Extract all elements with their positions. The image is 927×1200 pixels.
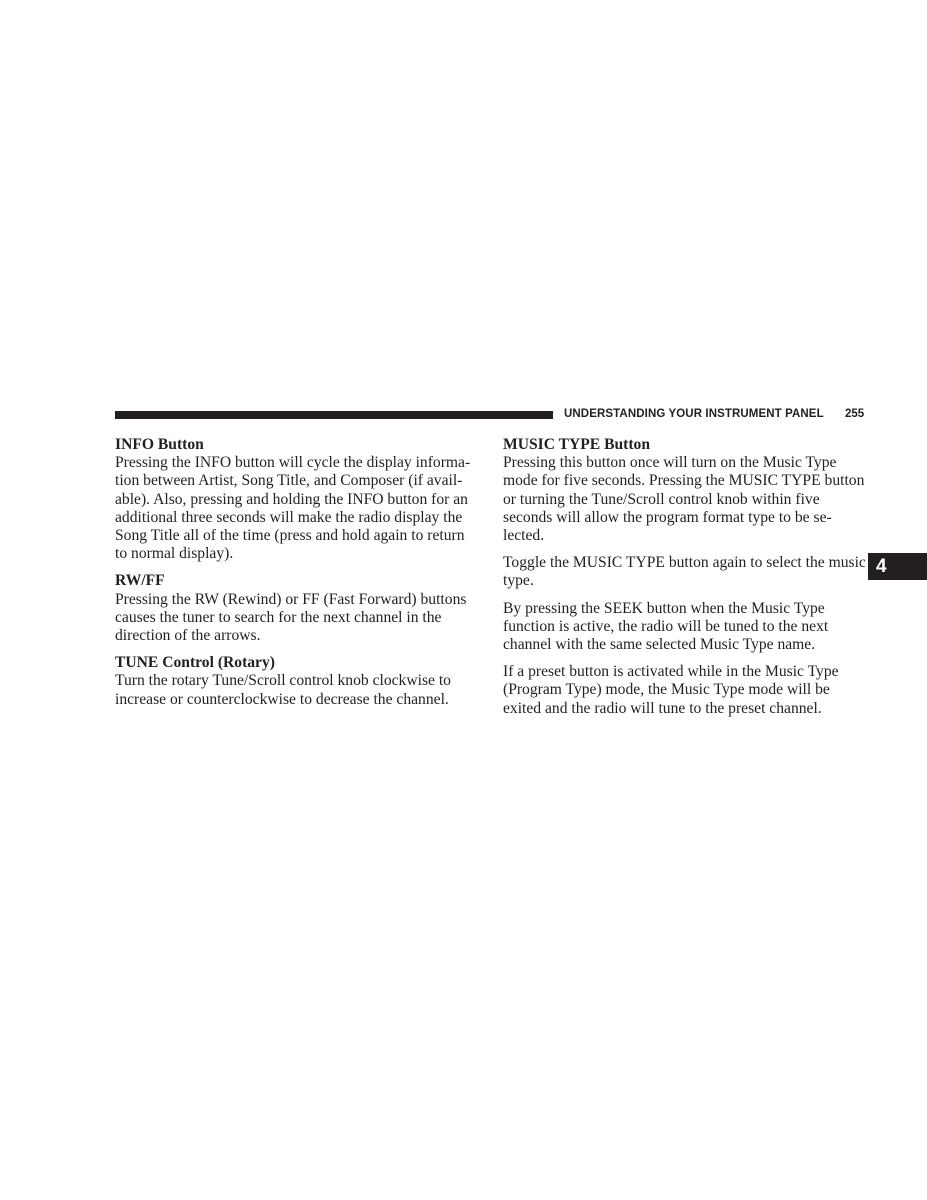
text-line: to normal display). [115,545,234,563]
text-line: function is active, the radio will be tuned to the next [503,617,829,635]
text-line: Pressing this button once will turn on the Music Type [503,454,837,472]
music-type-paragraph [503,454,867,545]
tune-control-paragraph [115,672,479,708]
text-line: increase or counterclockwise to decrease the channel. [115,690,449,708]
text-line: direction of the arrows. [115,627,261,645]
left-column [115,436,479,718]
info-button-paragraph [115,454,479,563]
text-line: additional three seconds will make the radio display the [115,508,463,526]
text-line: Toggle the MUSIC TYPE button again to select the music [503,554,866,572]
text-line: Turn the rotary Tune/Scroll control knob clockwise to [115,672,451,690]
info-button-heading: INFO Button [115,436,204,453]
chapter-number: 4 [876,556,887,577]
text-line: Song Title all of the time (press and hold again to return [115,527,465,545]
text-line: or turning the Tune/Scroll control knob within five [503,490,820,508]
chapter-tab [868,553,927,580]
toggle-paragraph [503,554,867,590]
text-line: mode for five seconds. Pressing the MUSIC TYPE button [503,472,865,490]
text-line: (Program Type) mode, the Music Type mode will be [503,681,830,699]
tune-control-heading: TUNE Control (Rotary) [115,654,275,672]
text-line: able). Also, pressing and holding the INFO button for an [115,490,468,508]
rwff-paragraph [115,591,479,646]
preset-paragraph [503,663,867,718]
text-line: type. [503,572,534,590]
text-line: Pressing the RW (Rewind) or FF (Fast Forward) buttons [115,590,467,608]
music-type-heading: MUSIC TYPE Button [503,436,651,453]
text-line: channel with the same selected Music Type name. [503,636,816,654]
text-line: causes the tuner to search for the next channel in the [115,608,442,626]
page-number: 255 [845,408,865,420]
rwff-heading: RW/FF [115,572,165,590]
right-column [503,436,867,727]
text-line: tion between Artist, Song Title, and Composer (if avail- [115,472,463,490]
text-line: seconds will allow the program format type to be se- [503,508,832,526]
text-line: If a preset button is activated while in the Music Type [503,663,839,681]
header-rule [115,411,553,419]
text-line: By pressing the SEEK button when the Music Type [503,599,825,617]
text-line: Pressing the INFO button will cycle the display informa- [115,454,471,472]
running-header-title: UNDERSTANDING YOUR INSTRUMENT PANEL [564,408,824,420]
text-line: lected. [503,527,545,545]
text-line: exited and the radio will tune to the preset channel. [503,699,822,717]
seek-paragraph [503,600,867,655]
